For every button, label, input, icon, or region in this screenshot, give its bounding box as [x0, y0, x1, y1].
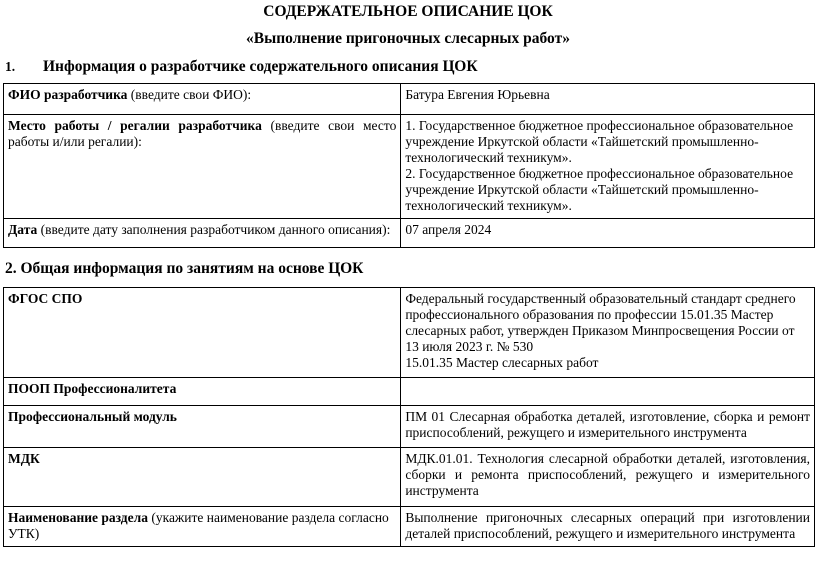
label-cell	[4, 219, 401, 248]
value-cell	[401, 378, 815, 406]
label-bold: Место работы / регалии разработчика	[8, 118, 262, 133]
label-note: (введите дату заполнения разработчиком данного описания):	[37, 222, 391, 237]
section-2-heading: 2. Общая информация по занятиям на основе ЦОК	[5, 260, 364, 277]
document-title: СОДЕРЖАТЕЛЬНОЕ ОПИСАНИЕ ЦОК	[263, 3, 553, 20]
value-text: 2. Государственное бюджетное профессиональное образовательное учреждение Иркутской области «Тайшетский промышленно-технологический техникум».	[405, 166, 794, 213]
developer-info-table	[3, 83, 815, 248]
value-text: 15.01.35 Мастер слесарных работ	[405, 355, 599, 370]
label-bold: Наименование раздела	[8, 510, 148, 525]
label-note: (введите свои ФИО):	[127, 87, 252, 102]
value-cell	[401, 406, 815, 448]
table-row-workplace	[4, 115, 815, 219]
section-1-number: 1.	[5, 59, 16, 74]
value-text: ПМ 01 Слесарная обработка деталей, изготовление, сборка и ремонт приспособлений, режущего и измерительного инструмента	[405, 409, 810, 440]
general-info-table	[3, 287, 815, 547]
table-row-fgos	[4, 288, 815, 378]
value-text: МДК.01.01. Технология слесарной обработки деталей, изготовления, сборки и ремонта приспособлений, режущего и измерительного инструмента	[405, 451, 810, 498]
label-note: (введите свои место работы и/или регалии):	[8, 118, 397, 149]
label-bold: Профессиональный модуль	[8, 409, 177, 424]
label-cell	[4, 84, 401, 115]
value-text: 1. Государственное бюджетное профессиональное образовательное учреждение Иркутской области «Тайшетский промышленно-технологический техникум».	[405, 118, 794, 165]
value-cell	[401, 448, 815, 507]
document-subtitle: «Выполнение пригоночных слесарных работ»	[246, 30, 570, 47]
table-row-module	[4, 406, 815, 448]
label-cell	[4, 448, 401, 507]
table-row-developer-name	[4, 84, 815, 115]
value-text: 07 апреля 2024	[405, 222, 492, 237]
label-cell	[4, 507, 401, 547]
label-bold: ПООП Профессионалитета	[8, 381, 177, 396]
label-cell	[4, 406, 401, 448]
label-bold: ФГОС СПО	[8, 291, 83, 306]
value-text: Выполнение пригоночных слесарных операций при изготовлении деталей приспособлений, режущего и измерительного инструмента	[405, 510, 810, 541]
label-bold: ФИО разработчика	[8, 87, 128, 102]
section-1-heading	[5, 58, 478, 76]
value-text: Федеральный государственный образовательный стандарт среднего профессионального образования по профессии 15.01.35 Мастер слесарных работ, утвержден Приказом Минпросвещения России от 13 июля 2023 г. № 530	[405, 291, 796, 354]
label-cell	[4, 288, 401, 378]
label-note: (укажите наименование раздела согласно УТК)	[8, 510, 389, 541]
value-cell	[401, 507, 815, 547]
table-row-mdk	[4, 448, 815, 507]
label-cell	[4, 378, 401, 406]
table-row-section-name	[4, 507, 815, 547]
table-row-date	[4, 219, 815, 248]
value-cell	[401, 115, 815, 219]
table-row-poop	[4, 378, 815, 406]
section-1-title: Информация о разработчике содержательного описания ЦОК	[43, 58, 478, 75]
value-cell	[401, 84, 815, 115]
value-cell	[401, 288, 815, 378]
value-cell	[401, 219, 815, 248]
label-cell	[4, 115, 401, 219]
value-text: Батура Евгения Юрьевна	[405, 87, 550, 102]
label-bold: МДК	[8, 451, 40, 466]
label-bold: Дата	[8, 222, 38, 237]
